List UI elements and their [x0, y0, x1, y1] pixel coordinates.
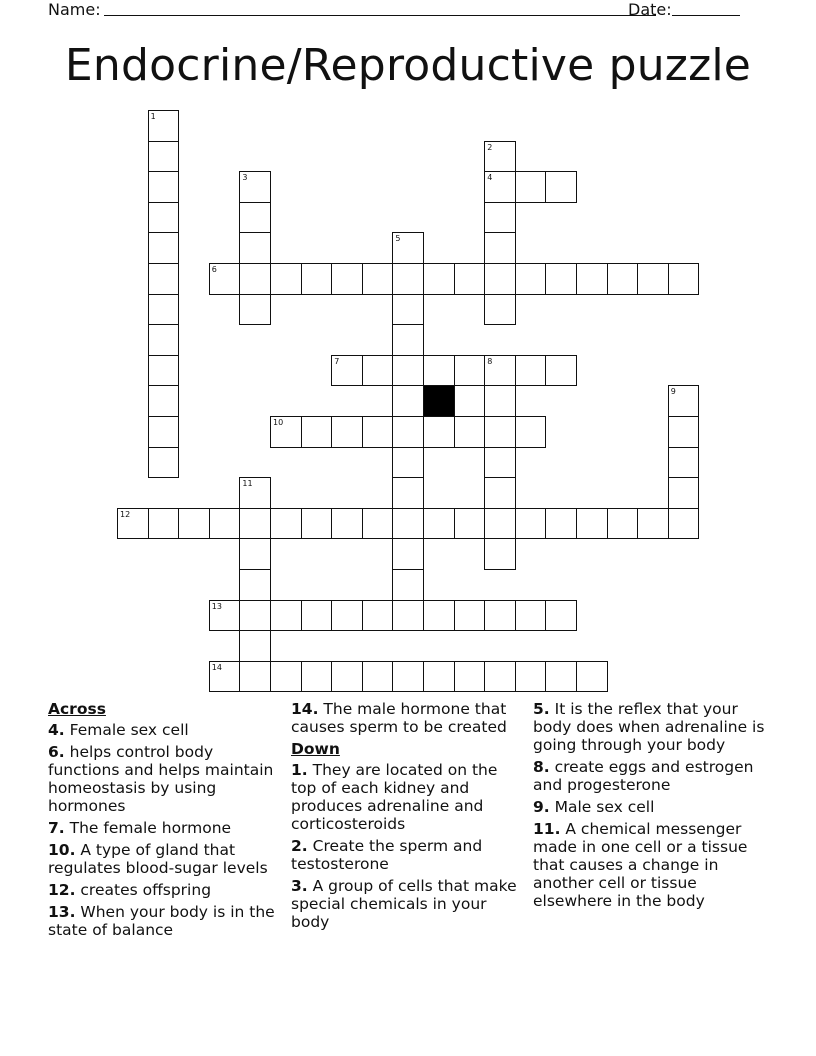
across-clue-10: 10. A type of gland that regulates blood-sugar levels	[48, 841, 268, 877]
crossword-cell[interactable]	[392, 232, 424, 264]
down-clue-1: 1. They are located on the top of each kidney and produces adrenaline and corticosteroids	[291, 761, 498, 833]
down-clue-5: 5. It is the reflex that your body does when adrenaline is going through your body	[533, 700, 765, 754]
crossword-cell[interactable]	[668, 447, 700, 479]
crossword-cell[interactable]	[270, 508, 302, 540]
crossword-cell[interactable]	[484, 477, 516, 509]
crossword-cell[interactable]	[148, 294, 180, 326]
crossword-cell[interactable]	[545, 263, 577, 295]
crossword-cell[interactable]	[668, 385, 700, 417]
clue-number: 12	[120, 509, 131, 519]
crossword-cell[interactable]	[484, 294, 516, 326]
crossword-cell[interactable]	[209, 263, 241, 295]
clue-number: 9	[670, 387, 676, 397]
crossword-cell[interactable]	[331, 416, 363, 448]
crossword-cell[interactable]	[392, 355, 424, 387]
crossword-cell[interactable]	[484, 232, 516, 264]
name-label: Name:	[48, 0, 101, 19]
crossword-cell[interactable]	[423, 355, 455, 387]
crossword-cell[interactable]	[484, 661, 516, 693]
crossword-cell[interactable]	[576, 508, 608, 540]
crossword-cell[interactable]	[423, 416, 455, 448]
crossword-cell[interactable]	[362, 416, 394, 448]
crossword-cell[interactable]	[148, 355, 180, 387]
clue-number: 6	[211, 265, 217, 274]
crossword-cell[interactable]	[270, 661, 302, 693]
crossword-cell[interactable]	[209, 508, 241, 540]
crossword-cell[interactable]	[178, 508, 210, 540]
crossword-cell[interactable]	[423, 600, 455, 632]
crossword-cell[interactable]	[484, 508, 516, 540]
across-clue-7: 7. The female hormone	[48, 819, 232, 837]
crossword-cell[interactable]	[484, 385, 516, 417]
crossword-cell[interactable]	[668, 263, 700, 295]
crossword-cell[interactable]	[301, 661, 333, 693]
crossword-cell[interactable]	[392, 600, 424, 632]
crossword-cell[interactable]	[454, 508, 486, 540]
clue-number: 8	[487, 356, 493, 366]
crossword-cell[interactable]	[515, 171, 547, 203]
page-title: Endocrine/Reproductive puzzle	[64, 40, 752, 91]
crossword-cell[interactable]	[637, 508, 669, 540]
crossword-cell[interactable]	[607, 508, 639, 540]
crossword-cell[interactable]	[362, 263, 394, 295]
crossword-cell[interactable]	[117, 508, 149, 540]
crossword-cell[interactable]	[545, 508, 577, 540]
crossword-cell[interactable]	[423, 508, 455, 540]
across-clue-6: 6. helps control body functions and helps maintain homeostasis by using hormones	[48, 743, 274, 815]
crossword-cell[interactable]	[148, 263, 180, 295]
crossword-cell[interactable]	[148, 508, 180, 540]
crossword-cell[interactable]	[484, 447, 516, 479]
crossword-cell[interactable]	[515, 600, 547, 632]
clue-number: 2	[487, 142, 493, 152]
crossword-cell[interactable]	[239, 232, 271, 264]
crossword-cell[interactable]	[239, 630, 271, 662]
crossword-cell[interactable]	[392, 447, 424, 479]
crossword-cell[interactable]	[148, 141, 180, 173]
down-clue-3: 3. A group of cells that make special chemicals in your body	[291, 877, 517, 931]
crossword-cell[interactable]	[331, 600, 363, 632]
crossword-cell[interactable]	[515, 263, 547, 295]
clue-number: 11	[242, 479, 253, 489]
crossword-cell[interactable]	[301, 263, 333, 295]
clue-number: 7	[334, 356, 340, 366]
crossword-cell[interactable]	[392, 324, 424, 356]
crossword-cell[interactable]	[148, 324, 180, 356]
crossword-cell[interactable]	[668, 416, 700, 448]
crossword-cell[interactable]	[545, 600, 577, 632]
crossword-cell[interactable]	[362, 508, 394, 540]
down-clue-9: 9. Male sex cell	[533, 798, 655, 816]
crossword-cell[interactable]	[148, 447, 180, 479]
crossword-cell[interactable]	[392, 569, 424, 601]
crossword-cell[interactable]	[239, 661, 271, 693]
crossword-cell[interactable]	[362, 661, 394, 693]
crossword-cell[interactable]	[454, 416, 486, 448]
crossword-cell[interactable]	[454, 263, 486, 295]
crossword-cell[interactable]	[484, 538, 516, 570]
crossword-cell[interactable]	[392, 661, 424, 693]
clues-column-2	[291, 700, 523, 935]
clue-number: 10	[273, 418, 284, 427]
across-clue-14: 14. The male hormone that causes sperm to be created	[291, 700, 507, 736]
crossword-cell[interactable]	[148, 416, 180, 448]
crossword-cell[interactable]	[668, 477, 700, 509]
across-clue-12: 12. creates offspring	[48, 881, 212, 899]
crossword-cell[interactable]	[423, 661, 455, 693]
crossword-cell[interactable]	[545, 171, 577, 203]
crossword-cell[interactable]	[270, 600, 302, 632]
crossword-cell[interactable]	[239, 202, 271, 234]
crossword-cell[interactable]	[392, 263, 424, 295]
crossword-cell[interactable]	[576, 263, 608, 295]
crossword-cell[interactable]	[148, 202, 180, 234]
across-clue-13: 13. When your body is in the state of balance	[48, 903, 275, 939]
crossword-cell[interactable]	[515, 355, 547, 387]
crossword-cell[interactable]	[331, 355, 363, 387]
crossword-cell[interactable]	[484, 263, 516, 295]
crossword-cell[interactable]	[239, 538, 271, 570]
clue-number: 13	[211, 601, 222, 611]
crossword-cell[interactable]	[423, 263, 455, 295]
crossword-cell[interactable]	[484, 355, 516, 387]
crossword-cell[interactable]	[392, 385, 424, 417]
crossword-cell[interactable]	[209, 600, 241, 632]
down-clue-8: 8. create eggs and estrogen and progesterone	[533, 758, 754, 794]
crossword-cell[interactable]	[392, 508, 424, 540]
crossword-cell[interactable]	[331, 661, 363, 693]
clue-number: 5	[395, 234, 401, 244]
crossword-cell[interactable]	[484, 141, 516, 173]
crossword-cell[interactable]	[331, 508, 363, 540]
crossword-cell[interactable]	[454, 355, 486, 387]
crossword-cell[interactable]	[239, 569, 271, 601]
crossword-cell[interactable]	[239, 508, 271, 540]
crossword-cell[interactable]	[668, 508, 700, 540]
crossword-cell[interactable]	[148, 171, 180, 203]
crossword-cell[interactable]	[331, 263, 363, 295]
crossword-cell[interactable]	[392, 538, 424, 570]
crossword-cell[interactable]	[484, 171, 516, 203]
date-label: Date:	[628, 0, 672, 19]
crossword-cell[interactable]	[239, 263, 271, 295]
clue-number: 14	[211, 662, 222, 672]
crossword-cell[interactable]	[239, 294, 271, 326]
crossword-cell[interactable]	[270, 416, 302, 448]
clue-number: 4	[487, 173, 493, 183]
down-heading: Down	[291, 740, 340, 758]
crossword-cell[interactable]	[637, 263, 669, 295]
crossword-cell[interactable]	[515, 416, 547, 448]
crossword-cell[interactable]	[392, 416, 424, 448]
crossword-cell[interactable]	[239, 600, 271, 632]
blocked-square	[423, 385, 455, 417]
crossword-cell[interactable]	[209, 661, 241, 693]
crossword-cell[interactable]	[148, 110, 180, 142]
crossword-cell[interactable]	[362, 355, 394, 387]
clue-number: 1	[150, 112, 156, 121]
clue-number: 3	[242, 173, 248, 183]
crossword-cell[interactable]	[362, 600, 394, 632]
crossword-cell[interactable]	[515, 508, 547, 540]
crossword-cell[interactable]	[239, 171, 271, 203]
crossword-cell[interactable]	[301, 416, 333, 448]
crossword-cell[interactable]	[301, 508, 333, 540]
crossword-cell[interactable]	[545, 661, 577, 693]
crossword-cell[interactable]	[148, 385, 180, 417]
crossword-cell[interactable]	[301, 600, 333, 632]
crossword-cell[interactable]	[148, 232, 180, 264]
crossword-cell[interactable]	[484, 600, 516, 632]
crossword-cell[interactable]	[484, 416, 516, 448]
clues-section	[48, 700, 768, 960]
crossword-cell[interactable]	[484, 202, 516, 234]
crossword-cell[interactable]	[239, 477, 271, 509]
crossword-cell[interactable]	[454, 600, 486, 632]
across-heading: Across	[48, 700, 106, 718]
across-clue-4: 4. Female sex cell	[48, 721, 189, 739]
clues-column-3	[533, 700, 765, 914]
crossword-cell[interactable]	[270, 263, 302, 295]
down-clue-2: 2. Create the sperm and testosterone	[291, 837, 483, 873]
down-clue-11: 11. A chemical messenger made in one cell or a tissue that causes a change in another cell or tissue elsewhere in the body	[533, 820, 748, 910]
crossword-cell[interactable]	[515, 661, 547, 693]
crossword-cell[interactable]	[454, 661, 486, 693]
clues-column-1	[48, 700, 280, 943]
crossword-cell[interactable]	[576, 661, 608, 693]
crossword-cell[interactable]	[545, 355, 577, 387]
crossword-cell[interactable]	[392, 294, 424, 326]
crossword-cell[interactable]	[607, 263, 639, 295]
crossword-cell[interactable]	[392, 477, 424, 509]
